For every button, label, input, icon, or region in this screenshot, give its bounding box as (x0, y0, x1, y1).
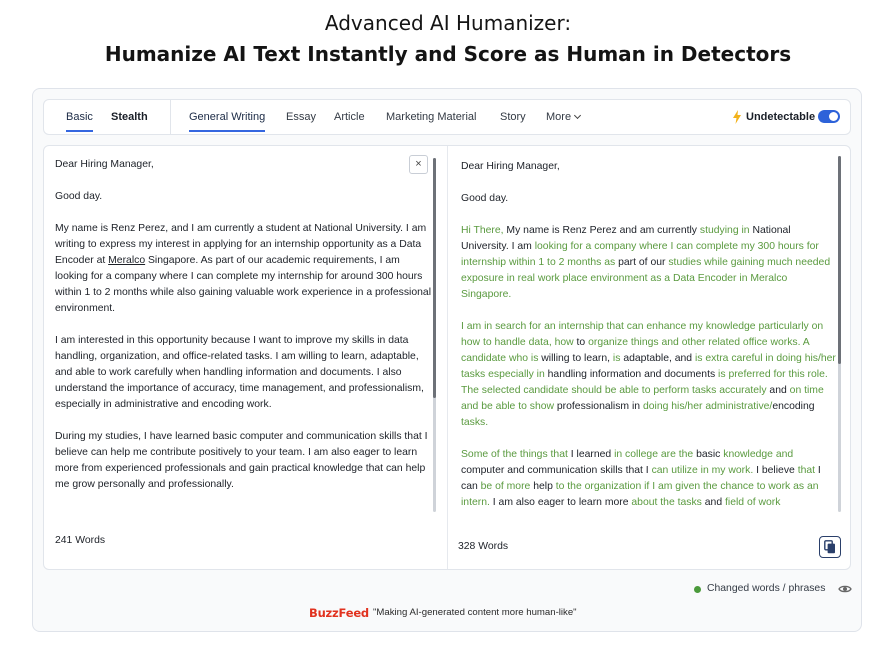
unchanged-text: to (573, 337, 589, 348)
changed-phrase: about the tasks (631, 497, 702, 508)
buzzfeed-logo: BuzzFeed (309, 606, 369, 620)
output-paragraph (461, 223, 837, 303)
output-word-count: 328 Words (458, 541, 509, 552)
input-word-count: 241 Words (55, 535, 106, 546)
toggle-knob (829, 112, 838, 121)
unchanged-text: Dear Hiring Manager, (461, 161, 560, 172)
tab-marketing-material[interactable]: Marketing Material (386, 111, 477, 123)
changed-phrase: that (797, 465, 816, 476)
input-textarea[interactable] (55, 157, 435, 513)
unchanged-text: basic (693, 449, 724, 460)
more-label: More (546, 111, 572, 123)
clear-button[interactable]: × (409, 155, 428, 174)
copy-button[interactable] (819, 536, 841, 558)
title-line-1: Advanced AI Humanizer: (324, 11, 572, 35)
page-title (0, 8, 896, 70)
changed-phrase: is extra careful in doing his/her tasks especially in (461, 353, 836, 380)
input-paragraph: I am interested in this opportunity because I want to improve my skills in data handling, organization, and office-related tasks. I am willing to learn, adaptable, and able to work carefully when handling information and documents. I also understand the importance of accuracy, time management, and professionalism, especially in administrative and encoding work. (55, 335, 424, 410)
title-line-2: Humanize AI Text Instantly and Score as Human in Detectors (104, 42, 792, 66)
input-paragraph: During my studies, I have learned basic computer and communication skills that I believe can help me contribute positively to your team. I am also eager to learn more from experienced professionals and gain practical knowledge that can help me grow personally and professionally. (55, 431, 428, 490)
changed-phrase: looking for a company where I can complete my 300 hours for internship within 1 to 2 months as (461, 241, 819, 268)
unchanged-text: willing to learn, (538, 353, 613, 364)
changed-phrase: to the organization if I am given the chance to work as an intern. (461, 481, 819, 508)
unchanged-text: and (701, 497, 725, 508)
toolbar-divider (170, 100, 171, 134)
changed-phrase: I am in search for an internship that can enhance my knowledge particularly on how to handle data, how (461, 321, 824, 348)
changed-phrase: in college are the (614, 449, 694, 460)
legend-label: Changed words / phrases (707, 583, 826, 594)
unchanged-text: adaptable, and (620, 353, 695, 364)
unchanged-text: encoding (772, 401, 815, 412)
tab-general-writing[interactable]: General Writing (189, 111, 266, 123)
output-text (461, 159, 837, 513)
unchanged-text: I can (461, 465, 821, 492)
changed-phrase: can utilize in my work. (651, 465, 754, 476)
unchanged-text: I am also eager to learn more (489, 497, 632, 508)
unchanged-text: help (530, 481, 556, 492)
eye-icon[interactable] (838, 584, 852, 594)
changed-phrase: doing his/her administrative/ (642, 401, 773, 412)
lightning-icon (732, 110, 742, 124)
more-dropdown[interactable] (546, 111, 580, 123)
changed-phrase: field of work (725, 497, 781, 508)
changed-phrase: be of more (480, 481, 531, 492)
changed-phrase: organize things and other related office works. A candidate who is (461, 337, 810, 364)
output-paragraph (461, 447, 837, 511)
tab-basic[interactable]: Basic (66, 111, 93, 123)
changed-dot (694, 586, 701, 593)
changed-phrase: studying in (699, 225, 750, 236)
input-paragraph: My name is Renz Perez, and I am currently a student at National University. I am writing to express my interest in applying for an internship opportunity as a Data Encoder at Meralco Singapore. As part of our academic requirements, I am looking for a company where I can complete my internship for around 300 hours within 1 to 2 months while also gaining valuable work experience in a professional environment. (55, 223, 432, 314)
tab-story[interactable]: Story (500, 111, 526, 123)
output-paragraph (461, 191, 837, 207)
unchanged-text: computer and communication skills that I (461, 465, 652, 476)
changed-phrase: studies while gaining much needed exposure in real work place environment as a Data Encoder in Meralco Singapore. (461, 257, 831, 300)
changed-phrase: tasks. (461, 417, 489, 428)
output-scrollbar[interactable] (838, 156, 841, 512)
input-scrollbar-thumb[interactable] (433, 158, 436, 398)
tab-article[interactable]: Article (334, 111, 365, 123)
tab-essay[interactable]: Essay (286, 111, 316, 123)
editor-panel (43, 145, 851, 570)
input-paragraph: Dear Hiring Manager, (55, 159, 154, 170)
unchanged-text: and (766, 385, 790, 396)
copy-icon (824, 540, 836, 554)
spellcheck-underline: Meralco (108, 255, 146, 266)
output-scrollbar-thumb[interactable] (838, 156, 841, 364)
unchanged-text: Good day. (461, 193, 509, 204)
output-paragraph (461, 319, 837, 431)
changed-phrase: Hi There, (461, 225, 504, 236)
pane-divider (447, 146, 448, 569)
input-scrollbar[interactable] (433, 158, 436, 512)
undetectable-label: Undetectable (746, 111, 816, 123)
changed-phrase: knowledge and (723, 449, 794, 460)
unchanged-text: My name is Renz Perez and am currently (503, 225, 700, 236)
changed-phrase: is preferred for this role. The selected candidate should be able to perform tasks accurately (461, 369, 828, 396)
unchanged-text: I learned (567, 449, 615, 460)
tab-stealth[interactable]: Stealth (111, 111, 148, 123)
unchanged-text: professionalism in (554, 401, 643, 412)
changed-phrase: is (612, 353, 621, 364)
unchanged-text: I believe (753, 465, 798, 476)
unchanged-text: handling information and documents (544, 369, 719, 380)
changed-phrase: on time and be able to show (461, 385, 824, 412)
unchanged-text: part of our (615, 257, 669, 268)
chevron-down-icon (574, 112, 581, 119)
testimonial-quote: "Making AI-generated content more human-like" (373, 607, 577, 618)
toolbar (43, 99, 851, 135)
undetectable-toggle[interactable] (818, 110, 840, 123)
changed-phrase: Some of the things that (461, 449, 568, 460)
unchanged-text: National University. I am (461, 225, 791, 252)
input-paragraph: Good day. (55, 191, 103, 202)
output-paragraph (461, 159, 837, 175)
